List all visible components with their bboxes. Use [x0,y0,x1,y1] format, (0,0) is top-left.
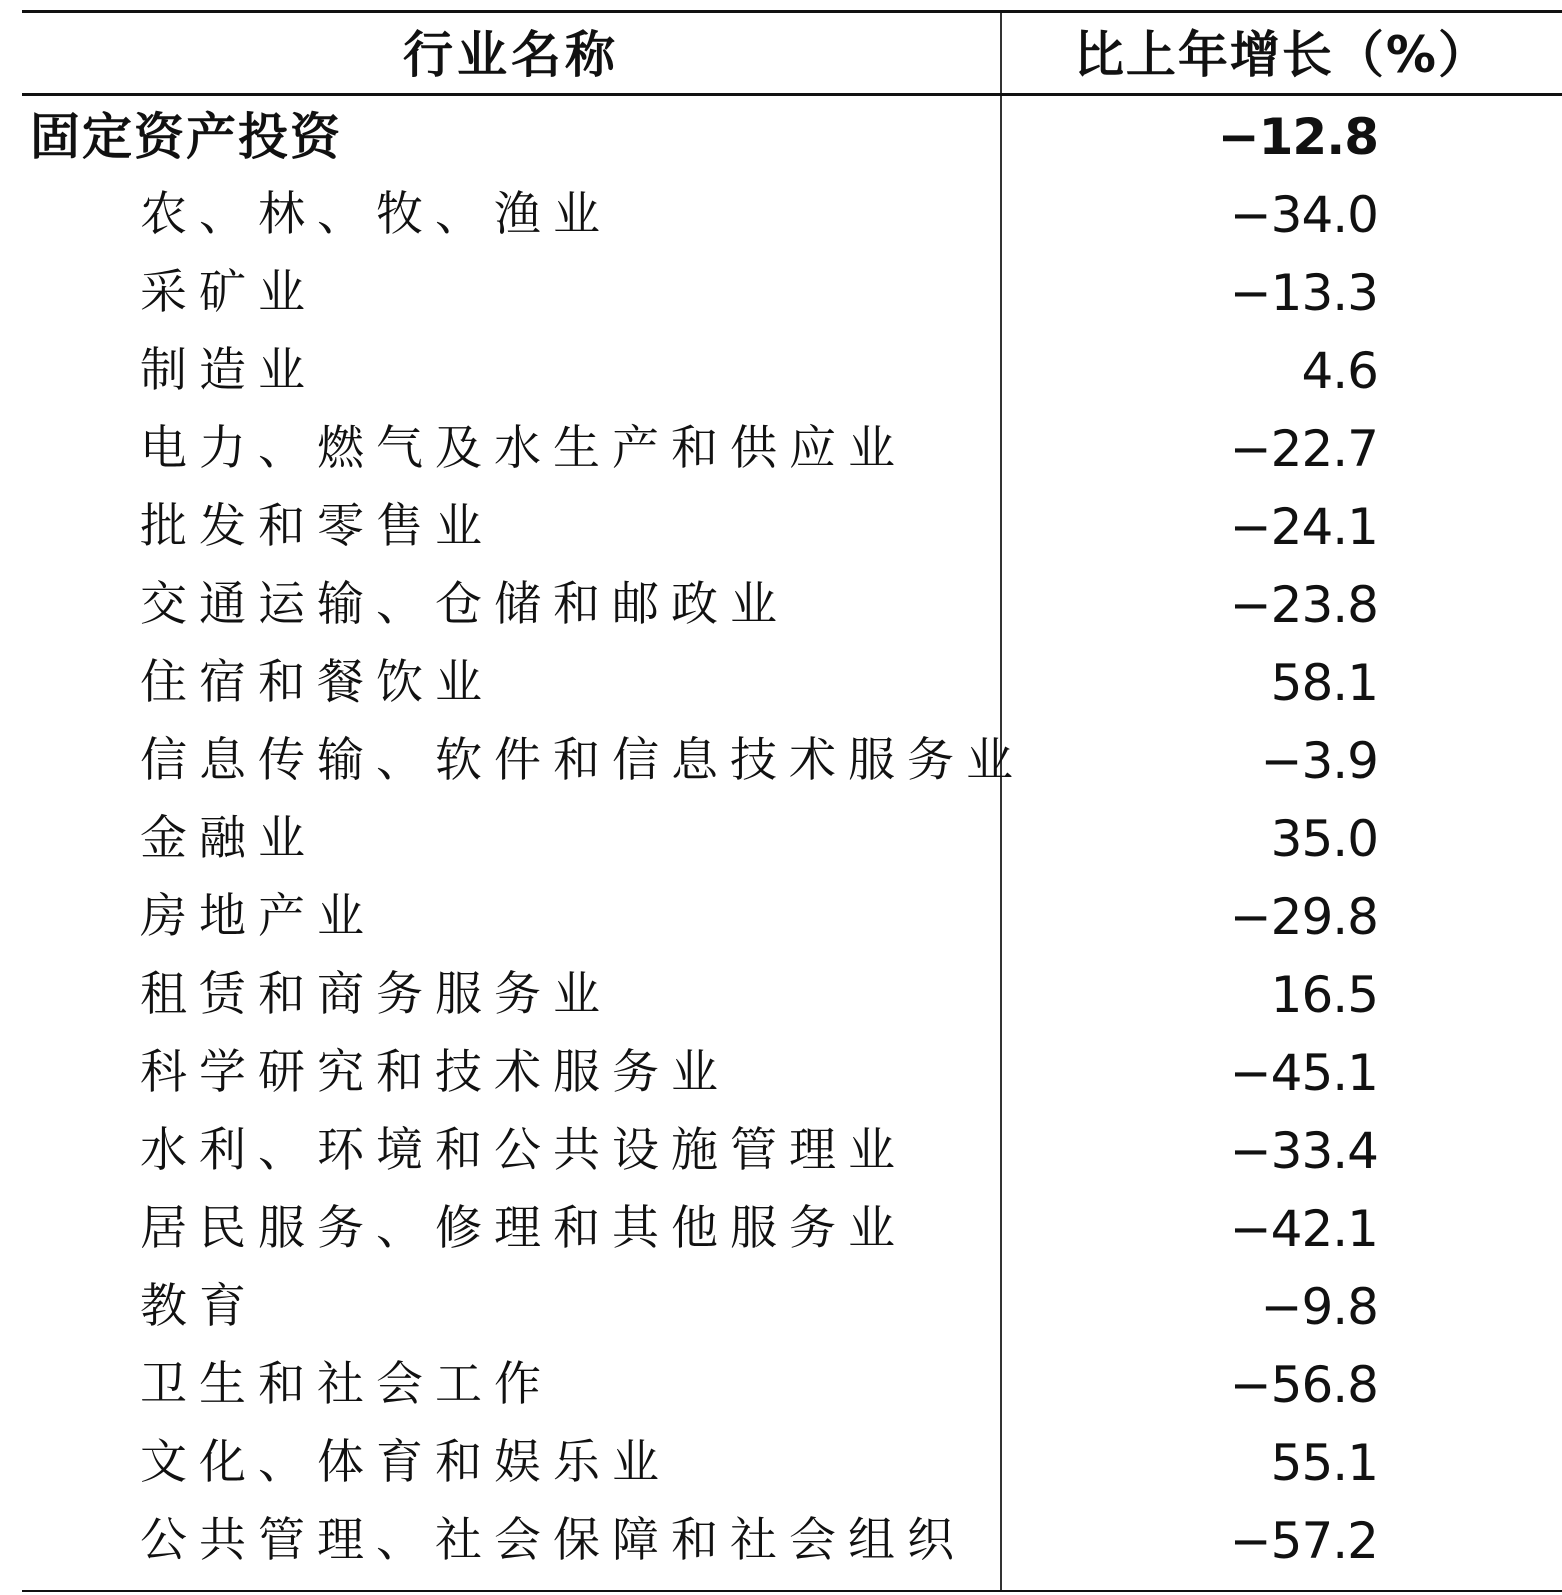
row-industry-name: 固定资产投资 [30,108,342,166]
row-industry-name: 水利、环境和公共设施管理业 [140,1123,907,1178]
row-growth-value: −12.8 [1217,108,1378,166]
row-growth-value: 16.5 [1270,966,1378,1024]
table-row [22,876,1562,954]
table-row [22,1110,1562,1188]
row-industry-name: 文化、体育和娱乐业 [140,1435,671,1490]
row-growth-value: −45.1 [1229,1044,1378,1102]
row-growth-value: −57.2 [1229,1512,1378,1570]
row-growth-value: −9.8 [1260,1278,1378,1336]
investment-growth-table [22,10,1562,1592]
table-row-total [22,96,1562,174]
table-row [22,486,1562,564]
table-row [22,252,1562,330]
header-industry-name: 行业名称 [403,26,619,84]
row-industry-name: 电力、燃气及水生产和供应业 [140,421,907,476]
row-growth-value: −42.1 [1229,1200,1378,1258]
row-growth-value: −23.8 [1229,576,1378,634]
row-industry-name: 科学研究和技术服务业 [140,1045,730,1100]
row-industry-name: 房地产业 [140,889,376,944]
table-row [22,798,1562,876]
table-row [22,1344,1562,1422]
row-growth-value: −33.4 [1229,1122,1378,1180]
table-row [22,1032,1562,1110]
row-growth-value: 4.6 [1301,342,1378,400]
row-growth-value: −3.9 [1260,732,1378,790]
row-growth-value: −29.8 [1229,888,1378,946]
row-industry-name: 制造业 [140,343,317,398]
table-row [22,954,1562,1032]
row-growth-value: −22.7 [1229,420,1378,478]
table-row [22,1188,1562,1266]
row-industry-name: 租赁和商务服务业 [140,967,612,1022]
row-industry-name: 公共管理、社会保障和社会组织 [140,1513,966,1568]
row-industry-name: 教育 [140,1279,258,1334]
row-industry-name: 卫生和社会工作 [140,1357,553,1412]
row-growth-value: −13.3 [1229,264,1378,322]
row-industry-name: 农、林、牧、渔业 [140,187,612,242]
table-row [22,1266,1562,1344]
table-row [22,720,1562,798]
row-industry-name: 交通运输、仓储和邮政业 [140,577,789,632]
row-growth-value: −24.1 [1229,498,1378,556]
table-row [22,1500,1562,1578]
table-row [22,174,1562,252]
row-industry-name: 住宿和餐饮业 [140,655,494,710]
table-row [22,1422,1562,1500]
table-row [22,642,1562,720]
row-growth-value: 58.1 [1270,654,1378,712]
table-body [22,96,1562,1578]
row-growth-value: −34.0 [1229,186,1378,244]
row-growth-value: −56.8 [1229,1356,1378,1414]
row-industry-name: 居民服务、修理和其他服务业 [140,1201,907,1256]
header-growth-rate: 比上年增长（%） [1073,26,1491,84]
row-industry-name: 信息传输、软件和信息技术服务业 [140,733,1025,788]
table-row [22,564,1562,642]
row-growth-value: 35.0 [1270,810,1378,868]
row-industry-name: 采矿业 [140,265,317,320]
row-industry-name: 金融业 [140,811,317,866]
table-header [22,13,1562,96]
table-row [22,408,1562,486]
table-row [22,330,1562,408]
row-growth-value: 55.1 [1270,1434,1378,1492]
row-industry-name: 批发和零售业 [140,499,494,554]
